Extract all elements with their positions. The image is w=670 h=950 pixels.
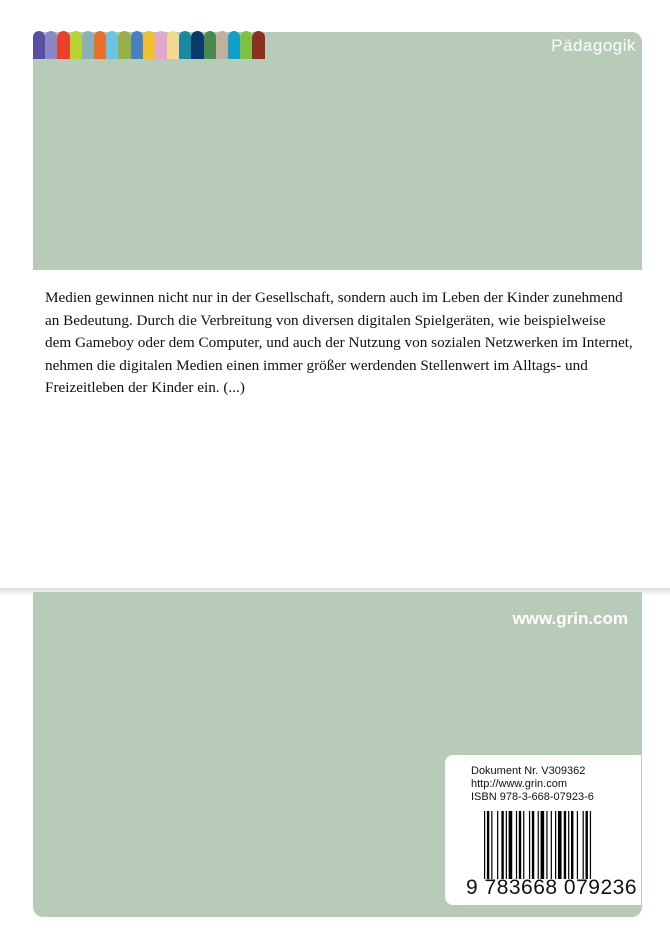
barcode-bar <box>487 811 489 879</box>
barcode-bar <box>491 811 492 879</box>
barcode-bar <box>519 811 521 879</box>
top-panel <box>33 32 642 270</box>
color-tab <box>106 31 118 59</box>
color-tab <box>70 31 82 59</box>
barcode-bar <box>501 811 503 879</box>
barcode-bar <box>583 811 584 879</box>
barcode-bar <box>571 811 573 879</box>
barcode-bar <box>541 811 545 879</box>
barcode-bar <box>551 811 552 879</box>
color-tab <box>33 31 45 59</box>
barcode <box>484 811 630 879</box>
color-tab <box>143 31 155 59</box>
barcode-bar <box>555 811 556 879</box>
barcode-bar <box>558 811 562 879</box>
barcode-digits: 9 783668 079236 <box>466 876 637 899</box>
color-tabs <box>33 31 265 59</box>
color-tab <box>118 31 130 59</box>
barcode-bar <box>590 811 591 879</box>
color-tab <box>216 31 228 59</box>
color-tab <box>94 31 106 59</box>
barcode-bar <box>532 811 534 879</box>
color-tab <box>45 31 57 59</box>
isbn-info <box>471 765 594 804</box>
barcode-bar <box>516 811 517 879</box>
color-tab <box>228 31 240 59</box>
publisher-link: http://www.grin.com <box>471 778 567 790</box>
barcode-bar <box>568 811 569 879</box>
barcode-bar <box>546 811 547 879</box>
color-tab <box>167 31 179 59</box>
barcode-bar <box>538 811 539 879</box>
barcode-bar <box>484 811 485 879</box>
color-tab <box>204 31 216 59</box>
color-tab <box>155 31 167 59</box>
color-tab <box>179 31 191 59</box>
barcode-bar <box>529 811 530 879</box>
barcode-bar <box>586 811 588 879</box>
barcode-bar <box>509 811 513 879</box>
publisher-url: www.grin.com <box>512 609 628 628</box>
color-tab <box>252 31 264 59</box>
document-number: Dokument Nr. V309362 <box>471 765 586 777</box>
color-tab <box>240 31 252 59</box>
color-tab <box>131 31 143 59</box>
category-label: Pädagogik <box>551 36 636 55</box>
color-tab <box>82 31 94 59</box>
barcode-bar <box>564 811 566 879</box>
barcode-bar <box>577 811 578 879</box>
barcode-bar <box>497 811 498 879</box>
blurb-text: Medien gewinnen nicht nur in der Gesellschaft, sondern auch im Leben der Kinder zunehmend an Bedeutung. Durch die Verbreitung von diversen digitalen Spielgeräten, wie beispielweise dem Gameboy oder dem Computer, und auch der Nutzung von sozialen Netzwerken im Internet, nehmen die digitalen Medien einen immer größer werdenden Stellenwert im Alltags- und Freizeitleben der Kinder ein. (...) <box>45 289 633 396</box>
color-tab <box>57 31 69 59</box>
isbn-number: ISBN 978-3-668-07923-6 <box>471 791 594 803</box>
color-tab <box>191 31 203 59</box>
barcode-bar <box>506 811 507 879</box>
barcode-bar <box>523 811 524 879</box>
